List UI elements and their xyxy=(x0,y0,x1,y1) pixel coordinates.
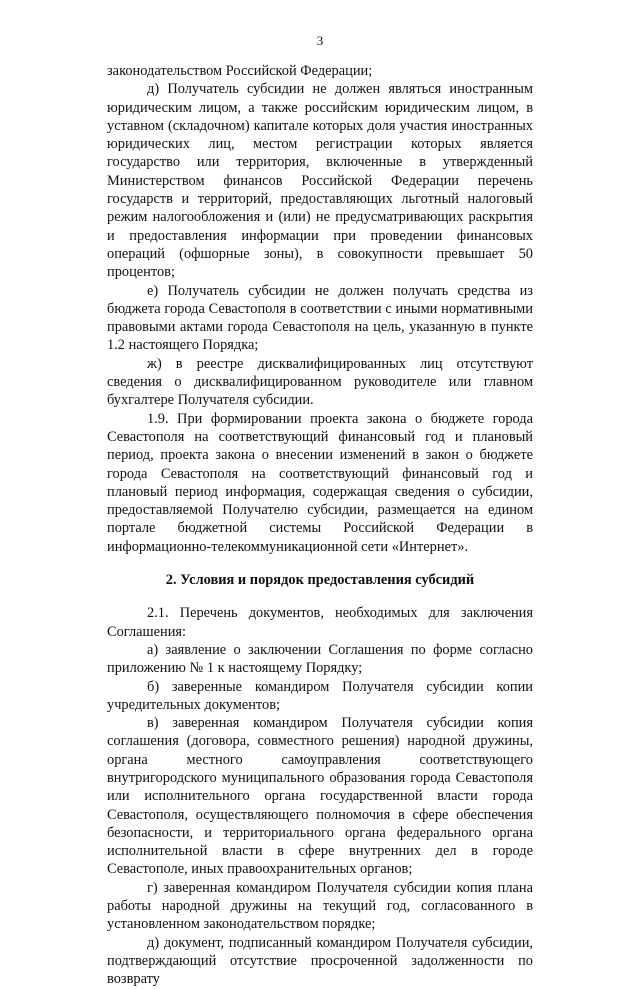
page-number: 3 xyxy=(316,33,324,48)
paragraph: г) заверенная командиром Получателя субсидии копия плана работы народной дружины на текущий год, согласованного в установленном законодательством порядке; xyxy=(107,879,533,933)
document-body xyxy=(107,62,533,989)
paragraph: ж) в реестре дисквалифицированных лиц отсутствуют сведения о дисквалифицированном руководителе или главном бухгалтере Получателя субсидии. xyxy=(107,355,533,409)
paragraph: б) заверенные командиром Получателя субсидии копии учредительных документов; xyxy=(107,678,533,713)
paragraph: 1.9. При формировании проекта закона о бюджете города Севастополя на соответствующий финансовый год и плановый период, проекта закона о внесении изменений в закон о бюджете города Севастополя на соответствующий финансовый год и плановый период информация, содержащая сведения о субсидии, предоставляемой Получателю субсидии, размещается на едином портале бюджетной системы Российской Федерации в информационно-телекоммуникационной сети «Интернет». xyxy=(107,410,533,555)
paragraph: 2.1. Перечень документов, необходимых для заключения Соглашения: xyxy=(107,605,533,640)
section-heading: 2. Условия и порядок предоставления субсидий xyxy=(165,572,475,589)
paragraph: е) Получатель субсидии не должен получать средства из бюджета города Севастополя в соответствии с иными нормативными правовыми актами города Севастополя на цель, указанную в пункте 1.2 настоящего Порядка; xyxy=(107,282,533,354)
paragraph: а) заявление о заключении Соглашения по форме согласно приложению № 1 к настоящему Порядку; xyxy=(107,641,533,677)
paragraph: в) заверенная командиром Получателя субсидии копия соглашения (договора, совместного решения) народной дружины, органа местного самоуправления соответствующего внутригородского муниципального образования города Севастополя или исполнительного органа государственной власти города Севастополя, осуществляющего полномочия в сфере обеспечения безопасности, и территориального органа федерального органа исполнительной власти в сфере внутренних дел в городе Севастополе, иных правоохранительных органов; xyxy=(107,715,533,878)
paragraph: законодательством Российской Федерации; xyxy=(107,63,373,79)
paragraph: д) документ, подписанный командиром Получателя субсидии, подтверждающий отсутствие просроченной задолженности по возврату xyxy=(107,934,533,988)
paragraph: д) Получатель субсидии не должен являться иностранным юридическим лицом, а также российским юридическим лицом, в уставном (складочном) капитале которых доля участия иностранных юридических лиц, местом регистрации которых является государство или территория, включенные в утвержденный Министерством финансов Российской Федерации перечень государств и территорий, предоставляющих льготный налоговый режим налогообложения и (или) не предусматривающих раскрытия и предоставления информации при проведении финансовых операций (офшорные зоны), в совокупности превышает 50 процентов; xyxy=(107,81,533,281)
